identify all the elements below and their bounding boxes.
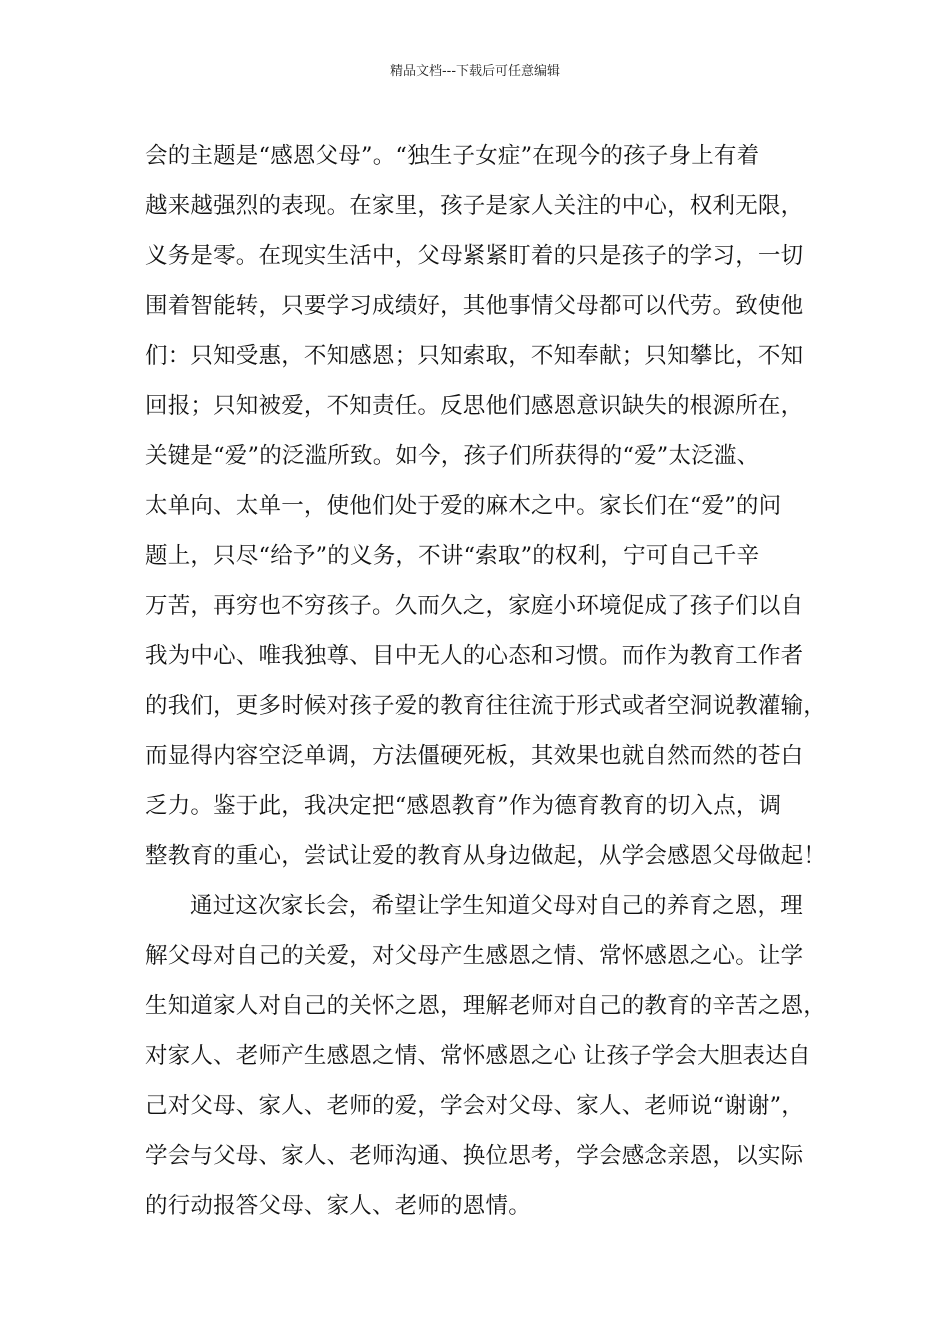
text-line: 们：只知受惠，不知感恩；只知索取，不知奉献；只知攀比，不知 <box>145 343 804 369</box>
text-line: 我为中心、唯我独尊、目中无人的心态和习惯。而作为教育工作者 <box>145 643 804 669</box>
text-line: 太单向、太单一，使他们处于爱的麻木之中。家长们在“爱”的问 <box>145 493 782 519</box>
page-header: 精品文档---下载后可任意编辑 <box>389 64 561 79</box>
text-line: 关键是“爱”的泛滥所致。如今，孩子们所获得的“爱”太泛滥、 <box>145 443 760 469</box>
text-line: 的我们，更多时候对孩子爱的教育往往流于形式或者空洞说教灌输， <box>145 693 827 719</box>
text-line: 回报；只知被爱，不知责任。反思他们感恩意识缺失的根源所在， <box>145 393 804 419</box>
text-line: 学会与父母、家人、老师沟通、换位思考，学会感念亲恩，以实际 <box>145 1143 804 1169</box>
text-line: 生知道家人对自己的关怀之恩，理解老师对自己的教育的辛苦之恩， <box>145 993 827 1019</box>
text-line: 对家人、老师产生感恩之情、常怀感恩之心 让孩子学会大胆表达自 <box>145 1043 811 1069</box>
text-line: 整教育的重心，尝试让爱的教育从身边做起，从学会感恩父母做起！ <box>145 843 827 869</box>
text-line: 乏力。鉴于此，我决定把“感恩教育”作为德育教育的切入点，调 <box>145 793 782 819</box>
text-line: 而显得内容空泛单调，方法僵硬死板，其效果也就自然而然的苍白 <box>145 743 804 769</box>
text-line: 越来越强烈的表现。在家里，孩子是家人关注的中心，权利无限， <box>145 193 804 219</box>
text-line: 会的主题是“感恩父母”。“独生子女症”在现今的孩子身上有着 <box>145 143 760 169</box>
text-line: 万苦，再穷也不穷孩子。久而久之，家庭小环境促成了孩子们以自 <box>145 593 804 619</box>
text-line: 的行动报答父母、家人、老师的恩情。 <box>145 1193 531 1219</box>
text-line: 围着智能转，只要学习成绩好，其他事情父母都可以代劳。致使他 <box>145 293 804 319</box>
document-body <box>145 131 835 1231</box>
text-line: 解父母对自己的关爱，对父母产生感恩之情、常怀感恩之心。让学 <box>145 943 804 969</box>
text-line: 义务是零。在现实生活中，父母紧紧盯着的只是孩子的学习，一切 <box>145 243 804 269</box>
text-line: 题上，只尽“给予”的义务，不讲“索取”的权利，宁可自己千辛 <box>145 543 760 569</box>
text-line: 己对父母、家人、老师的爱，学会对父母、家人、老师说“谢谢”， <box>145 1093 805 1119</box>
paragraph-first-line: 通过这次家长会，希望让学生知道父母对自己的养育之恩，理 <box>190 893 803 919</box>
